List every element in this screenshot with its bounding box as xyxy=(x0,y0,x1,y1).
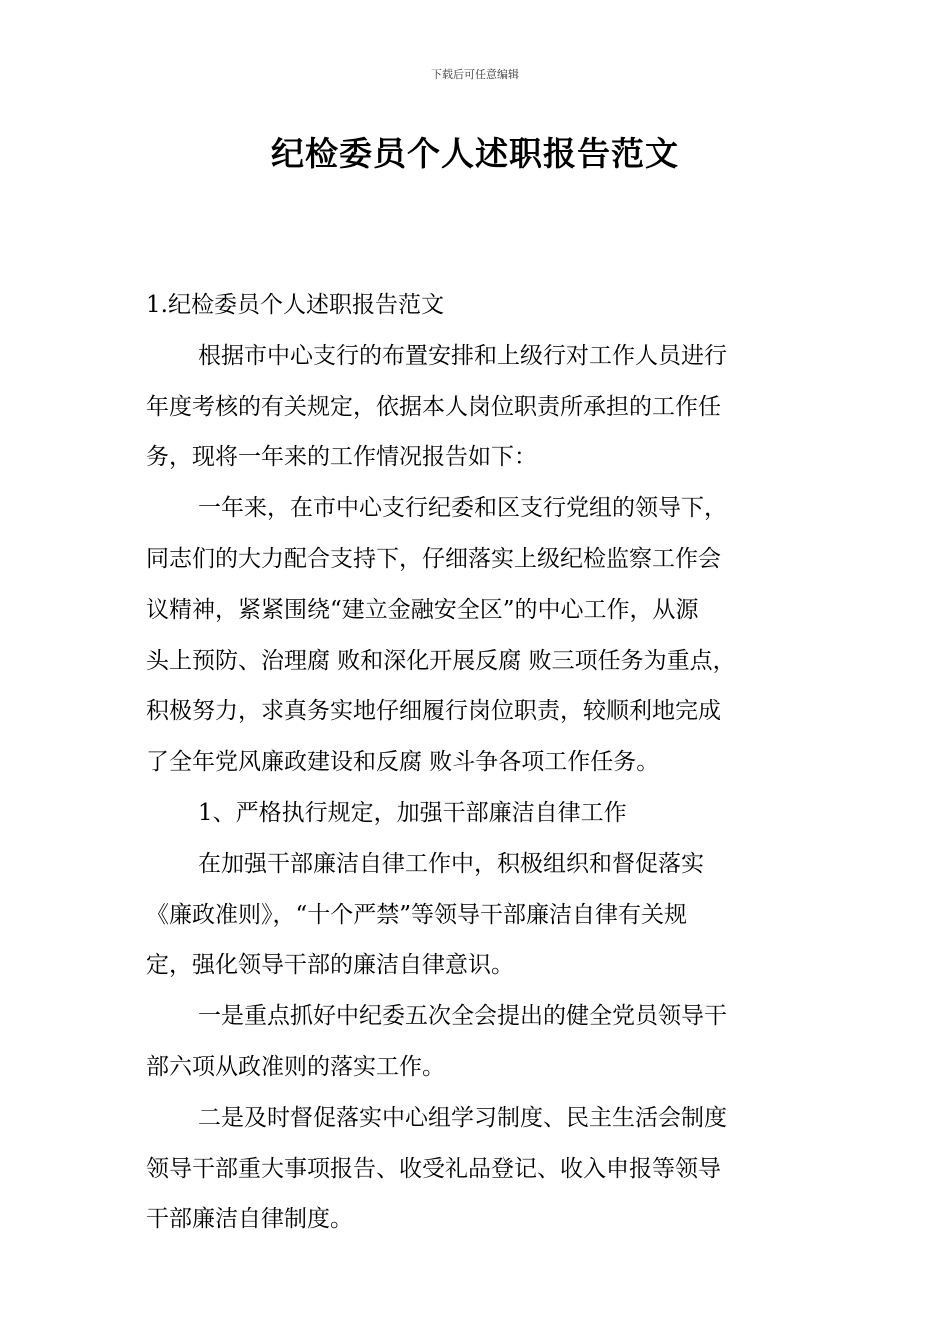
body-line: 积极努力，求真务实地仔细履行岗位职责，较顺利地完成 xyxy=(146,698,721,725)
body-line: 《廉政准则》，“十个严禁”等领导干部廉洁自律有关规 xyxy=(146,901,688,928)
body-line: 1、严格执行规定，加强干部廉洁自律工作 xyxy=(198,799,627,826)
body-line: 同志们的大力配合支持下，仔细落实上级纪检监察工作会 xyxy=(146,545,721,572)
body-line: 头上预防、治理腐 败和深化开展反腐 败三项任务为重点， xyxy=(146,647,736,674)
body-line: 了全年党风廉政建设和反腐 败斗争各项工作任务。 xyxy=(146,749,660,776)
body-line: 领导干部重大事项报告、收受礼品登记、收入申报等领导 xyxy=(146,1155,721,1182)
body-line: 定，强化领导干部的廉洁自律意识。 xyxy=(146,952,514,979)
body-line: 议精神，紧紧围绕“建立金融安全区”的中心工作，从源 xyxy=(146,596,699,623)
body-line: 干部廉洁自律制度。 xyxy=(146,1206,353,1233)
body-line: 年度考核的有关规定，依据本人岗位职责所承担的工作任 xyxy=(146,393,721,420)
body-line: 务，现将一年来的工作情况报告如下： xyxy=(146,444,537,471)
body-line: 一是重点抓好中纪委五次全会提出的健全党员领导干 xyxy=(198,1003,727,1030)
body-line: 部六项从政准则的落实工作。 xyxy=(146,1053,445,1080)
body-line: 1.纪检委员个人述职报告范文 xyxy=(146,292,444,318)
document-body xyxy=(146,280,826,1245)
body-line: 根据市中心支行的布置安排和上级行对工作人员进行 xyxy=(198,342,727,369)
document-title: 纪检委员个人述职报告范文 xyxy=(271,134,679,173)
body-line: 在加强干部廉洁自律工作中，积极组织和督促落实 xyxy=(198,850,704,877)
body-line: 一年来，在市中心支行纪委和区支行党组的领导下， xyxy=(198,495,727,522)
body-line: 二是及时督促落实中心组学习制度、民主生活会制度 xyxy=(198,1104,727,1131)
page-header-note: 下载后可任意编辑 xyxy=(431,68,519,81)
